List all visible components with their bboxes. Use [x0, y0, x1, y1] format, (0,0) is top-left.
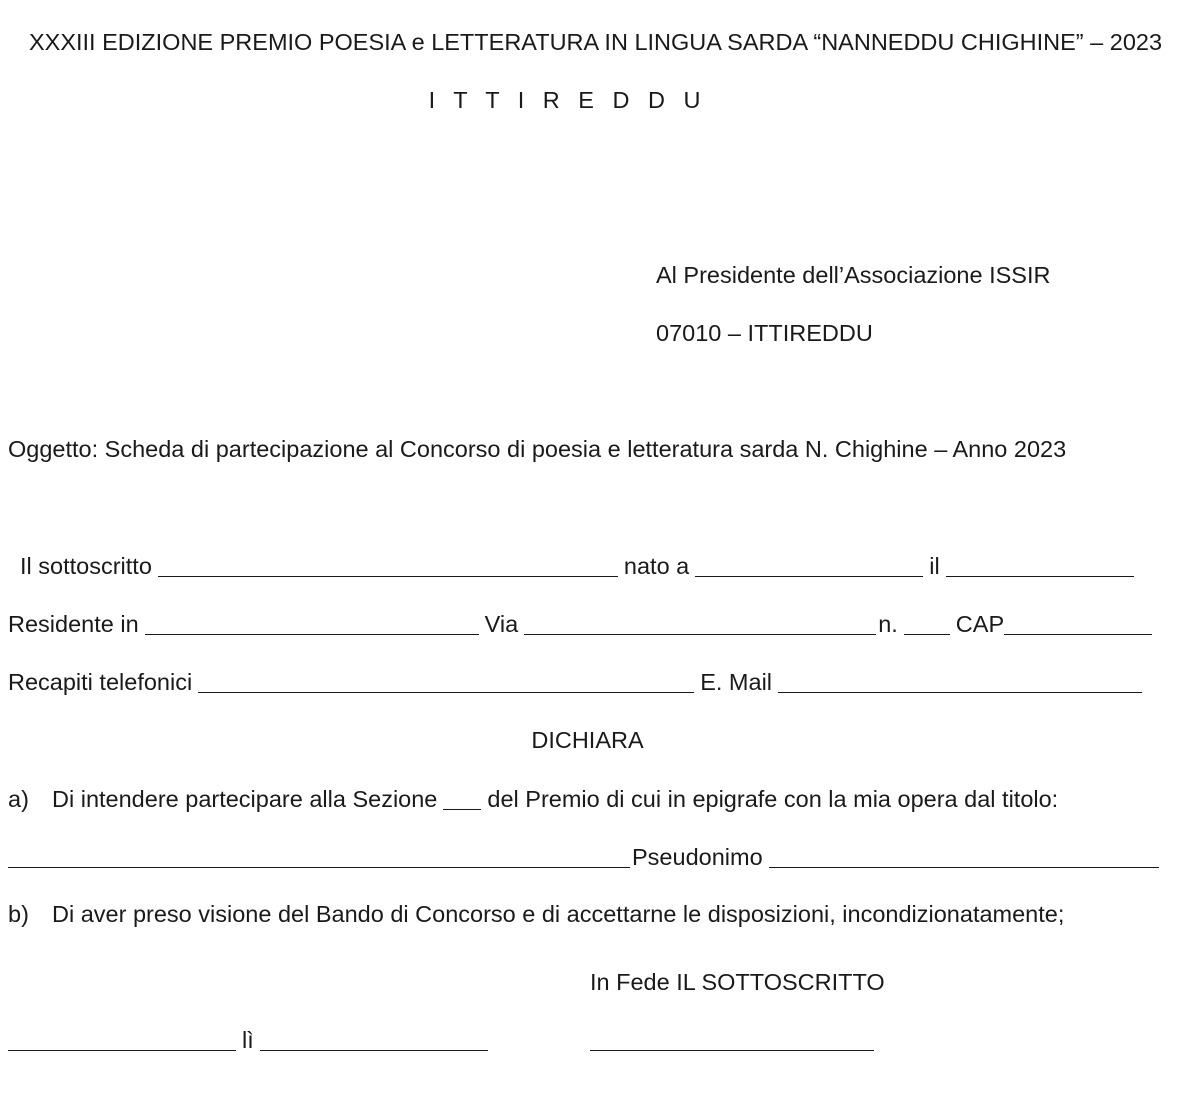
- birth-date-label: il: [929, 553, 940, 579]
- born-in-label: nato a: [623, 553, 690, 579]
- signature-field[interactable]: [590, 1028, 874, 1051]
- zip-field[interactable]: [1004, 612, 1152, 635]
- declaration-item-b: [8, 900, 1064, 928]
- section-field[interactable]: [443, 787, 481, 810]
- item-a-text-1: Di intendere partecipare alla Sezione: [52, 786, 438, 812]
- subject-line: Oggetto: Scheda di partecipazione al Concorso di poesia e letteratura sarda N. Chighine – Anno 2023: [8, 436, 1067, 462]
- pseudonym-label: Pseudonimo: [632, 844, 763, 870]
- place-field[interactable]: [8, 1028, 236, 1051]
- street-field[interactable]: [524, 612, 876, 635]
- zip-label: CAP: [955, 611, 1005, 637]
- in-fede-label: In Fede IL SOTTOSCRITTO: [590, 969, 885, 995]
- birth-date-field[interactable]: [946, 554, 1134, 577]
- form-row-contacts: [8, 668, 1148, 696]
- item-b-marker: b): [8, 901, 29, 927]
- date-field[interactable]: [260, 1028, 488, 1051]
- item-b-text: Di aver preso visione del Bando di Concorso e di accettarne le disposizioni, incondizionatamente;: [52, 901, 1065, 927]
- declaration-item-a: [8, 785, 1058, 813]
- phone-label: Recapiti telefonici: [8, 669, 193, 695]
- item-a-marker: a): [8, 786, 29, 812]
- undersigned-name-field[interactable]: [158, 554, 618, 577]
- document-title: XXXIII EDIZIONE PREMIO POESIA e LETTERATURA IN LINGUA SARDA “NANNEDDU CHIGHINE” – 2023: [28, 29, 1163, 55]
- street-number-label: n.: [878, 611, 898, 637]
- signature-row: [8, 1026, 880, 1054]
- undersigned-label: Il sottoscritto: [20, 553, 152, 579]
- residence-label: Residente in: [8, 611, 139, 637]
- form-row-residence: [8, 610, 1158, 638]
- li-label: lì: [242, 1027, 254, 1053]
- residence-field[interactable]: [145, 612, 479, 635]
- email-field[interactable]: [778, 670, 1142, 693]
- birthplace-field[interactable]: [695, 554, 923, 577]
- item-a-text-2: del Premio di cui in epigrafe con la mia opera dal titolo:: [487, 786, 1059, 812]
- title-pseudonym-row: [8, 843, 1165, 871]
- declaration-heading: DICHIARA: [531, 727, 644, 753]
- work-title-field[interactable]: [8, 845, 630, 868]
- recipient-line-1: Al Presidente dell’Associazione ISSIR: [656, 262, 1051, 288]
- pseudonym-field[interactable]: [769, 845, 1159, 868]
- email-label: E. Mail: [700, 669, 773, 695]
- town-heading: I T T I R E D D U: [428, 87, 707, 113]
- phone-field[interactable]: [198, 670, 694, 693]
- street-number-field[interactable]: [904, 612, 950, 635]
- form-row-undersigned: [20, 552, 1140, 580]
- recipient-line-2: 07010 – ITTIREDDU: [656, 320, 873, 346]
- street-label: Via: [484, 611, 519, 637]
